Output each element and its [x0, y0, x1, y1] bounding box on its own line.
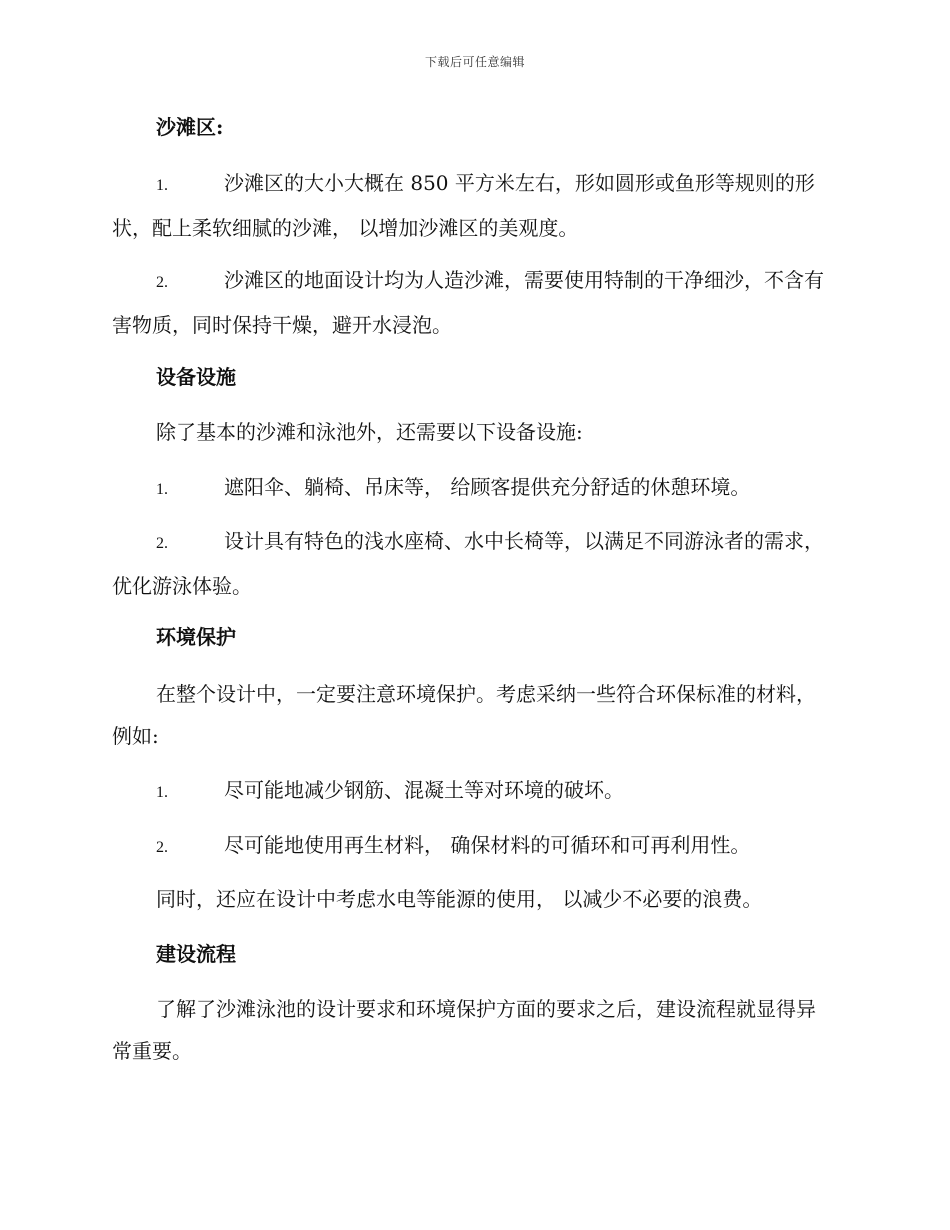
list-number: 1.: [156, 481, 168, 498]
list-item: [112, 769, 832, 814]
list-text: 遮阳伞、躺椅、吊床等， 给顾客提供充分舒适的休憩环境。: [224, 475, 751, 499]
list-item: [112, 466, 832, 511]
list-number: 2.: [156, 535, 168, 552]
list-text: 尽可能地减少钢筋、混凝土等对环境的破坏。: [224, 778, 624, 802]
list-text: 沙滩区的大小大概在 850 平方米左右，形如圆形或鱼形等规则的形状，配上柔软细腻的沙滩， 以增加沙滩区的美观度。: [112, 171, 815, 240]
list-number: 2.: [156, 839, 168, 856]
list-text: 设计具有特色的浅水座椅、水中长椅等，以满足不同游泳者的需求， 优化游泳体验。: [112, 529, 824, 598]
paragraph: 了解了沙滩泳池的设计要求和环境保护方面的要求之后，建设流程就显得异常重要。: [112, 997, 816, 1063]
list-item: [112, 259, 832, 346]
list-number: 1.: [156, 784, 168, 801]
paragraph: 同时，还应在设计中考虑水电等能源的使用， 以减少不必要的浪费。: [156, 887, 763, 911]
list-text: 沙滩区的地面设计均为人造沙滩，需要使用特制的干净细沙，不含有害物质，同时保持干燥，避开水浸泡。: [112, 268, 824, 337]
list-item: [112, 824, 832, 869]
paragraph: 除了基本的沙滩和泳池外，还需要以下设备设施:: [156, 420, 583, 444]
list-item: [112, 162, 832, 249]
paragraph: 在整个设计中，一定要注意环境保护。考虑采纳一些符合环保标准的材料，例如:: [112, 682, 816, 748]
page-header: 下载后可任意编辑: [424, 55, 525, 69]
list-item: [112, 520, 832, 607]
section-heading-facilities: 设备设施: [156, 365, 236, 389]
section-heading-construction: 建设流程: [156, 942, 236, 966]
section-heading-environment: 环境保护: [156, 625, 236, 649]
list-number: 2.: [156, 274, 168, 291]
section-heading-beach: 沙滩区:: [156, 115, 224, 139]
list-number: 1.: [156, 177, 168, 194]
list-text: 尽可能地使用再生材料， 确保材料的可循环和可再利用性。: [224, 833, 751, 857]
